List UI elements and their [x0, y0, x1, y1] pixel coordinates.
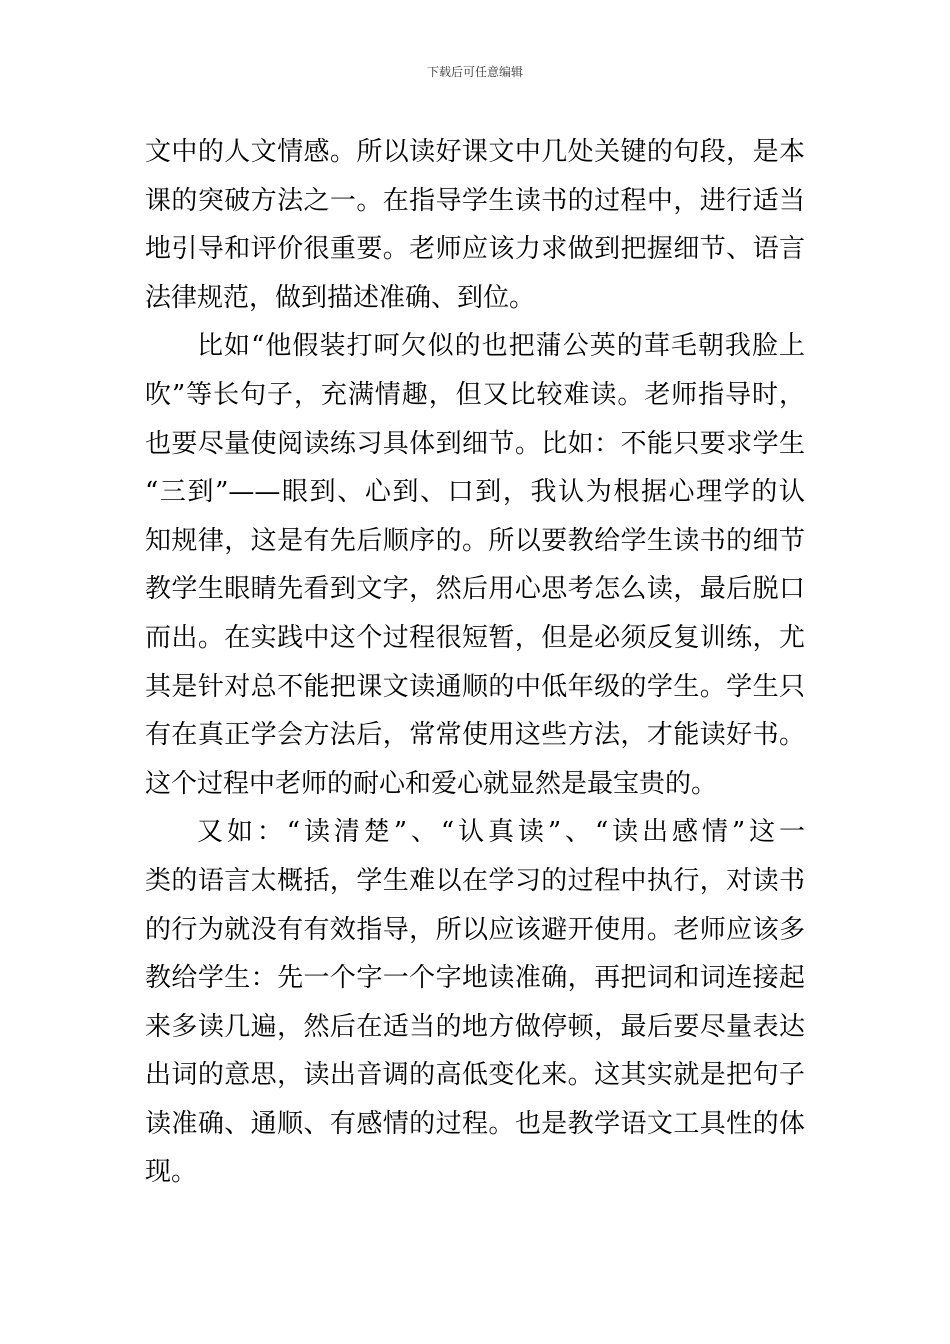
text-line: 地引导和评价很重要。老师应该力求做到把握细节、语言: [145, 234, 805, 265]
text-line: 读准确、通顺、有感情的过程。也是教学语文工具性的体: [145, 1108, 805, 1139]
text-line: 文中的人文情感。所以读好课文中几处关键的句段，是本: [145, 137, 805, 167]
text-line: “三到”——眼到、心到、口到，我认为根据心理学的认: [145, 477, 805, 508]
text-line: 的行为就没有有效指导，所以应该避开使用。老师应该多: [145, 914, 805, 945]
text-line: 教学生眼睛先看到文字，然后用心思考怎么读，最后脱口: [145, 574, 805, 605]
text-line: 而出。在实践中这个过程很短暂，但是必须反复训练，尤: [145, 622, 805, 653]
text-line: 其是针对总不能把课文读通顺的中低年级的学生。学生只: [145, 671, 805, 702]
text-line: 法律规范，做到描述准确、到位。: [145, 282, 536, 313]
text-line: 吹”等长句子，充满情趣，但又比较难读。老师指导时，: [145, 379, 805, 410]
text-line: 知规律，这是有先后顺序的。所以要教给学生读书的细节: [145, 525, 805, 556]
text-line: 也要尽量使阅读练习具体到细节。比如：不能只要求学生: [145, 428, 805, 459]
text-line: 课的突破方法之一。在指导学生读书的过程中，进行适当: [145, 185, 805, 216]
text-line: 这个过程中老师的耐心和爱心就显然是最宝贵的。: [145, 768, 718, 799]
text-line: 又如：“读清楚”、“认真读”、“读出感情”这一: [197, 817, 805, 848]
page-header: 下载后可任意编辑: [426, 65, 523, 79]
text-line: 比如“他假装打呵欠似的也把蒲公英的茸毛朝我脸上: [197, 331, 805, 362]
text-line: 教给学生：先一个字一个字地读准确，再把词和词连接起: [145, 963, 805, 994]
body-text: [145, 128, 805, 1197]
text-line: 类的语言太概括，学生难以在学习的过程中执行，对读书: [145, 865, 805, 896]
text-line: 有在真正学会方法后，常常使用这些方法，才能读好书。: [145, 720, 805, 751]
text-line: 现。: [145, 1157, 198, 1188]
text-line: 出词的意思，读出音调的高低变化来。这其实就是把句子: [145, 1060, 805, 1091]
text-line: 来多读几遍，然后在适当的地方做停顿，最后要尽量表达: [145, 1011, 805, 1042]
